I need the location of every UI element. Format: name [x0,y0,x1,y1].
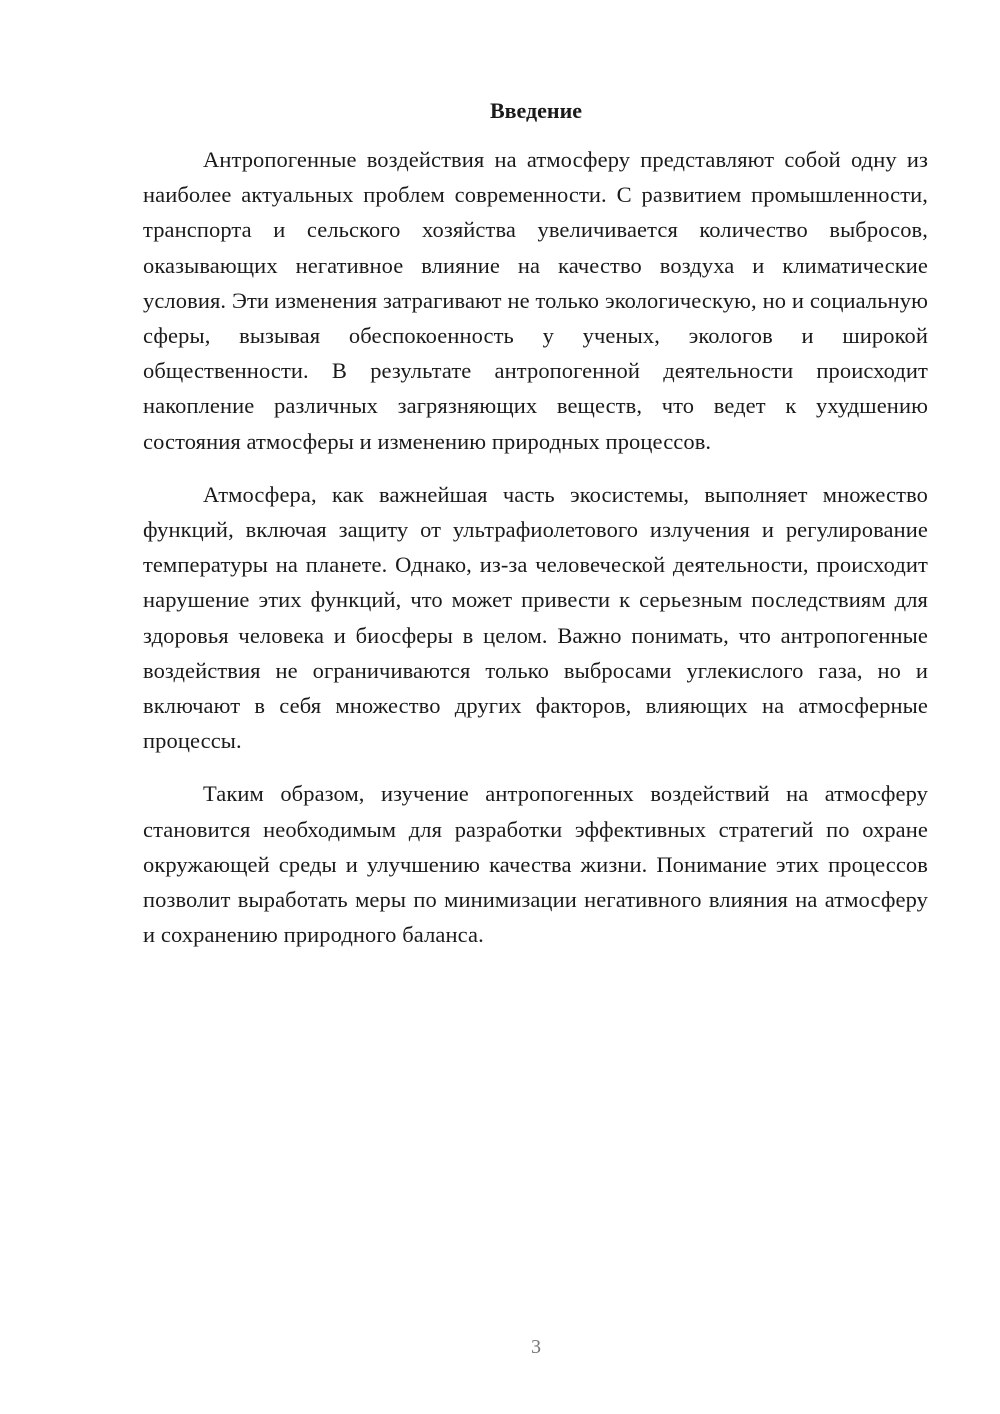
body-text [143,142,928,970]
paragraph-intro: Антропогенные воздействия на атмосферу представляют собой одну из наиболее актуальных проблем современности. С развитием промышленности, транспорта и сельского хозяйства увеличивается количество выбросов, оказывающих негативное влияние на качество воздуха и климатические условия. Эти изменения затрагивают не только экологическую, но и социальную сферы, вызывая обеспокоенность у ученых, экологов и широкой общественности. В результате антропогенной деятельности происходит накопление различных загрязняющих веществ, что ведет к ухудшению состояния атмосферы и изменению природных процессов. [143,147,928,454]
paragraph-atmosphere-functions: Атмосфера, как важнейшая часть экосистемы, выполняет множество функций, включая защиту от ультрафиолетового излучения и регулирование температуры на планете. Однако, из-за человеческой деятельности, происходит нарушение этих функций, что может привести к серьезным последствиям для здоровья человека и биосферы в целом. Важно понимать, что антропогенные воздействия не ограничиваются только выбросами углекислого газа, но и включают в себя множество других факторов, влияющих на атмосферные процессы. [143,481,928,754]
section-heading: Введение [489,98,583,123]
page-number: 3 [531,1336,541,1358]
paragraph-conclusion: Таким образом, изучение антропогенных воздействий на атмосферу становится необходимым для разработки эффективных стратегий по охране окружающей среды и улучшению качества жизни. Понимание этих процессов позволит выработать меры по минимизации негативного влияния на атмосферу и сохранению природного баланса. [143,781,928,948]
